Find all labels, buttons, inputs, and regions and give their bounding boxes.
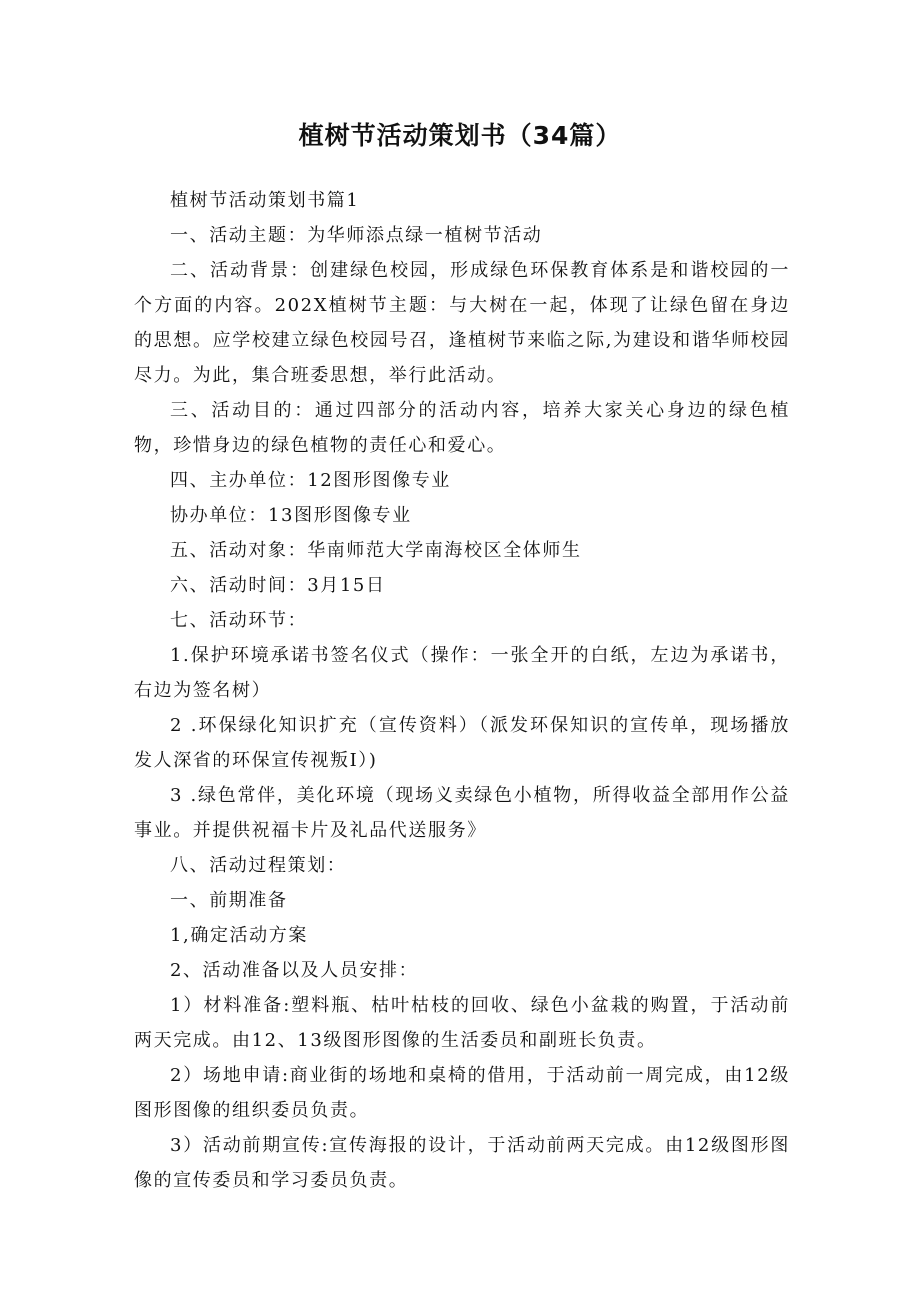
paragraph-segment-2: 2 .环保绿化知识扩充（宣传资料）（派发环保知识的宣传单，现场播放发人深省的环保宣传视叛I）) xyxy=(134,715,790,771)
paragraph-publicity: 3）活动前期宣传:宣传海报的设计，于活动前两天完成。由12级图形图像的宣传委员和学习委员负责。 xyxy=(134,1135,790,1191)
paragraph-confirm-plan: 1,确定活动方案 xyxy=(170,925,308,946)
paragraph-activity-time: 六、活动时间：3月15日 xyxy=(170,575,386,596)
paragraph-segment-1: 1.保护环境承诺书签名仪式（操作：一张全开的白纸，左边为承诺书，右边为签名树） xyxy=(134,645,790,701)
paragraph-staffing: 2、活动准备以及人员安排： xyxy=(170,960,419,981)
paragraph-segment-3: 3 .绿色常伴，美化环境（现场义卖绿色小植物，所得收益全部用作公益事业。并提供祝福卡片及礼品代送服务》 xyxy=(134,785,790,841)
paragraph-activity-segments: 七、活动环节： xyxy=(170,610,308,631)
paragraph-host-unit: 四、主办单位：12图形图像专业 xyxy=(170,470,451,491)
paragraph-venue: 2）场地申请:商业街的场地和桌椅的借用，于活动前一周完成，由12级图形图像的组织委员负责。 xyxy=(134,1065,790,1121)
paragraph-activity-background: 二、活动背景：创建绿色校园，形成绿色环保教育体系是和谐校园的一个方面的内容。202X植树节主题：与大树在一起，体现了让绿色留在身边的思想。应学校建立绿色校园号召，逢植树节来临之际,为建设和谐华师校园尽力。为此，集合班委思想，举行此活动。 xyxy=(134,260,790,386)
paragraph-materials: 1）材料准备:塑料瓶、枯叶枯枝的回收、绿色小盆栽的购置，于活动前两天完成。由12、13级图形图像的生活委员和副班长负责。 xyxy=(134,995,790,1051)
paragraph-activity-audience: 五、活动对象：华南师范大学南海校区全体师生 xyxy=(170,540,582,561)
paragraph-activity-purpose: 三、活动目的：通过四部分的活动内容，培养大家关心身边的绿色植物，珍惜身边的绿色植物的责任心和爱心。 xyxy=(134,400,790,456)
paragraph-section-heading: 植树节活动策划书篇1 xyxy=(170,190,360,211)
paragraph-process-planning: 八、活动过程策划： xyxy=(170,855,347,876)
paragraph-preparation: 一、前期准备 xyxy=(170,890,288,911)
document-body xyxy=(134,183,790,1198)
paragraph-activity-theme: 一、活动主题：为华师添点绿一植树节活动 xyxy=(170,225,543,246)
document-title: 植树节活动策划书（34篇） xyxy=(298,121,622,150)
paragraph-co-host-unit: 协办单位：13图形图像专业 xyxy=(170,505,412,526)
